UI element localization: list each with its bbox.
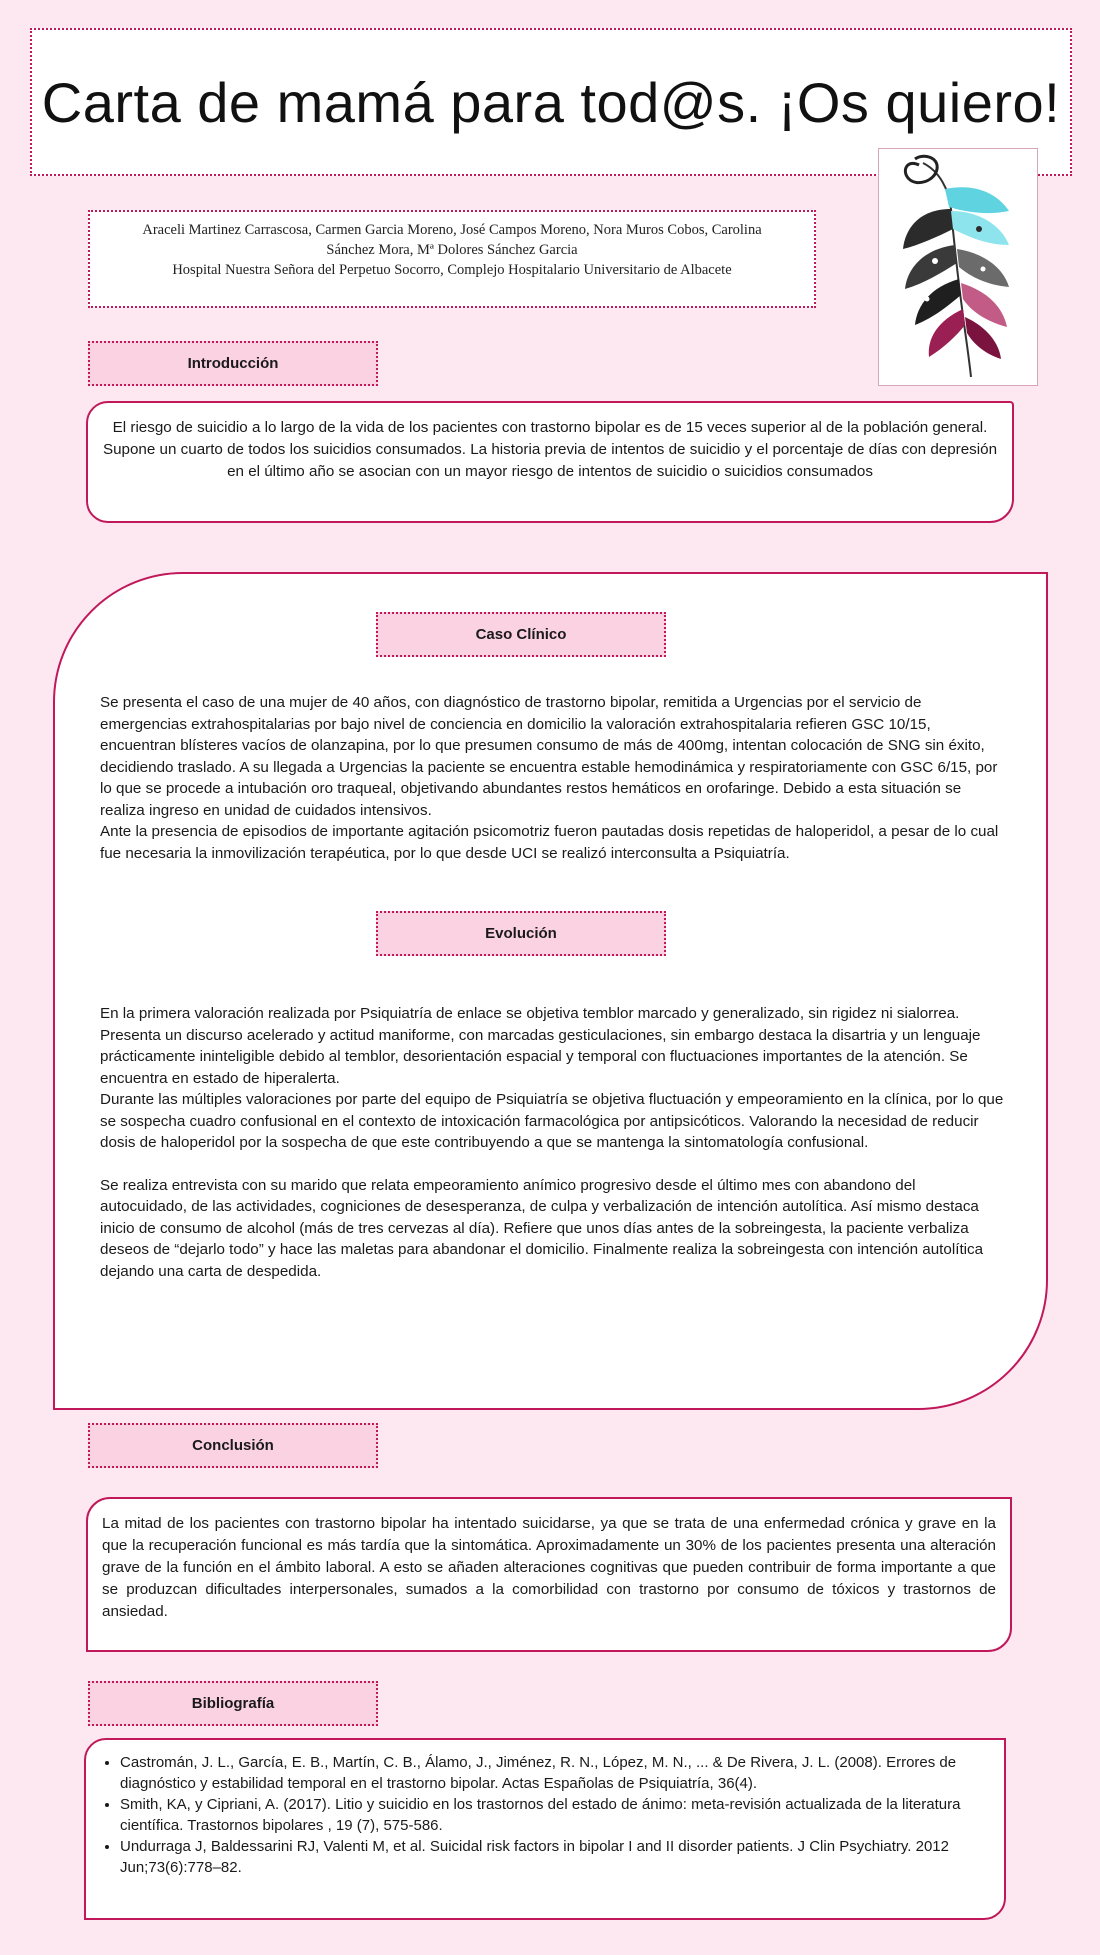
bibliography-item: • Castromán, J. L., García, E. B., Martín, C. B., Álamo, J., Jiménez, R. N., López, M. N., ... & De Rivera, J. L. (2008). Errores de diagnóstico y estabilidad temporal en el trastorno bipolar. Actas Españolas de Psiquiatría, 36(4). [120, 1752, 990, 1794]
bibliography-box [84, 1738, 1006, 1920]
poster-title: Carta de mamá para tod@s. ¡Os quiero! [41, 70, 1061, 134]
case-text [100, 692, 1000, 864]
case-label: Caso Clínico [376, 612, 666, 657]
evolution-label: Evolución [376, 911, 666, 956]
conclusion-text: La mitad de los pacientes con trastorno bipolar ha intentado suicidarse, ya que se trata de una enfermedad crónica y grave en la que la recuperación funcional es más tardía que la sintomática. Aproximadamente un 30% de los pacientes presenta una alteración grave de la función en el ámbito laboral. A esto se añaden alteraciones cognitivas que pueden contribuir de forma importante a que se produzcan dificultades interpersonales, sumados a la comorbilidad con trastorno por consumo de tóxicos y trastornos de ansiedad. [86, 1497, 1012, 1652]
feather-illustration [878, 148, 1038, 386]
evolution-text [100, 1003, 1005, 1282]
bibliography-list [100, 1752, 990, 1878]
authors-line-2: Sánchez Mora, Mª Dolores Sánchez Garcia [326, 242, 578, 258]
intro-label: Introducción [88, 341, 378, 386]
case-paragraph-1: Se presenta el caso de una mujer de 40 años, con diagnóstico de trastorno bipolar, remitida a Urgencias por el servicio de emergencias extrahospitalarias por bajo nivel de conciencia en domicilio la valoración extrahospitalaria refieren GSC 10/15, encuentran blísteres vacíos de olanzapina, por lo que presumen consumo de más de 400mg, intentan colocación de SNG sin éxito, decidiendo traslado. A su llegada a Urgencias la paciente se encuentra estable hemodinámica y respiratoriamente con GSC 6/15, por lo que se procede a intubación oro traqueal, objetivando abundantes restos hemáticos en orofaringe. Debido a esta situación se realiza ingreso en unidad de cuidados intensivos. [100, 694, 998, 819]
evolution-paragraph-2: Durante las múltiples valoraciones por parte del equipo de Psiquiatría se objetiva fluctuación y empeoramiento en la clínica, por lo que se sospecha cuadro confusional en el contexto de intoxicación farmacológica por antipsicóticos. Valorando la necesidad de reducir dosis de haloperidol por la sospecha de que este contribuyendo a que se mantenga la sintomatología confusional. [100, 1091, 1004, 1151]
affiliation: Hospital Nuestra Señora del Perpetuo Socorro, Complejo Hospitalario Universitario de Albacete [172, 262, 732, 278]
bibliography-item: • Smith, KA, y Cipriani, A. (2017). Litio y suicidio en los trastornos del estado de ánimo: meta-revisión actualizada de la literatura científica. Trastornos bipolares , 19 (7), 575-586. [120, 1794, 990, 1836]
authors-line-1: Araceli Martinez Carrascosa, Carmen Garcia Moreno, José Campos Moreno, Nora Muros Cobos, Carolina [142, 222, 762, 238]
case-paragraph-2: Ante la presencia de episodios de importante agitación psicomotriz fueron pautadas dosis repetidas de haloperidol, a pesar de lo cual fue necesaria la inmovilización terapéutica, por lo que desde UCI se realizó interconsulta a Psiquiatría. [100, 823, 999, 862]
evolution-paragraph-1: En la primera valoración realizada por Psiquiatría de enlace se objetiva temblor marcado y generalizado, sin rigidez ni sialorrea. Presenta un discurso acelerado y actitud maniforme, con marcadas gesticulaciones, sin embargo destaca la disartria y un lenguaje prácticamente ininteligible debido al temblor, desorientación espacial y temporal con fluctuaciones importantes de la atención. Se encuentra en estado de hiperalerta. [100, 1005, 981, 1087]
evolution-paragraph-3: Se realiza entrevista con su marido que relata empeoramiento anímico progresivo desde el último mes con abandono del autocuidado, de las actividades, cogniciones de desesperanza, de culpa y verbalización de intención autolítica. Así mismo destaca inicio de consumo de alcohol (más de tres cervezas al día). Refiere que unos días antes de la sobreingesta, la paciente verbaliza deseos de “dejarlo todo” y hace las maletas para abandonar el domicilio. Finalmente realiza la sobreingesta con intención autolítica dejando una carta de despedida. [100, 1176, 984, 1280]
intro-text: El riesgo de suicidio a lo largo de la vida de los pacientes con trastorno bipolar es de 15 veces superior al de la población general. Supone un cuarto de todos los suicidios consumados. La historia previa de intentos de suicidio y el porcentaje de días con depresión en el último año se asocian con un mayor riesgo de intentos de suicidio o suicidios consumados [86, 401, 1014, 523]
bibliography-label: Bibliografía [88, 1681, 378, 1726]
conclusion-label: Conclusión [88, 1423, 378, 1468]
authors-box [88, 210, 816, 308]
bibliography-item: • Undurraga J, Baldessarini RJ, Valenti M, et al. Suicidal risk factors in bipolar I and II disorder patients. J Clin Psychiatry. 2012 Jun;73(6):778–82. [120, 1836, 990, 1878]
